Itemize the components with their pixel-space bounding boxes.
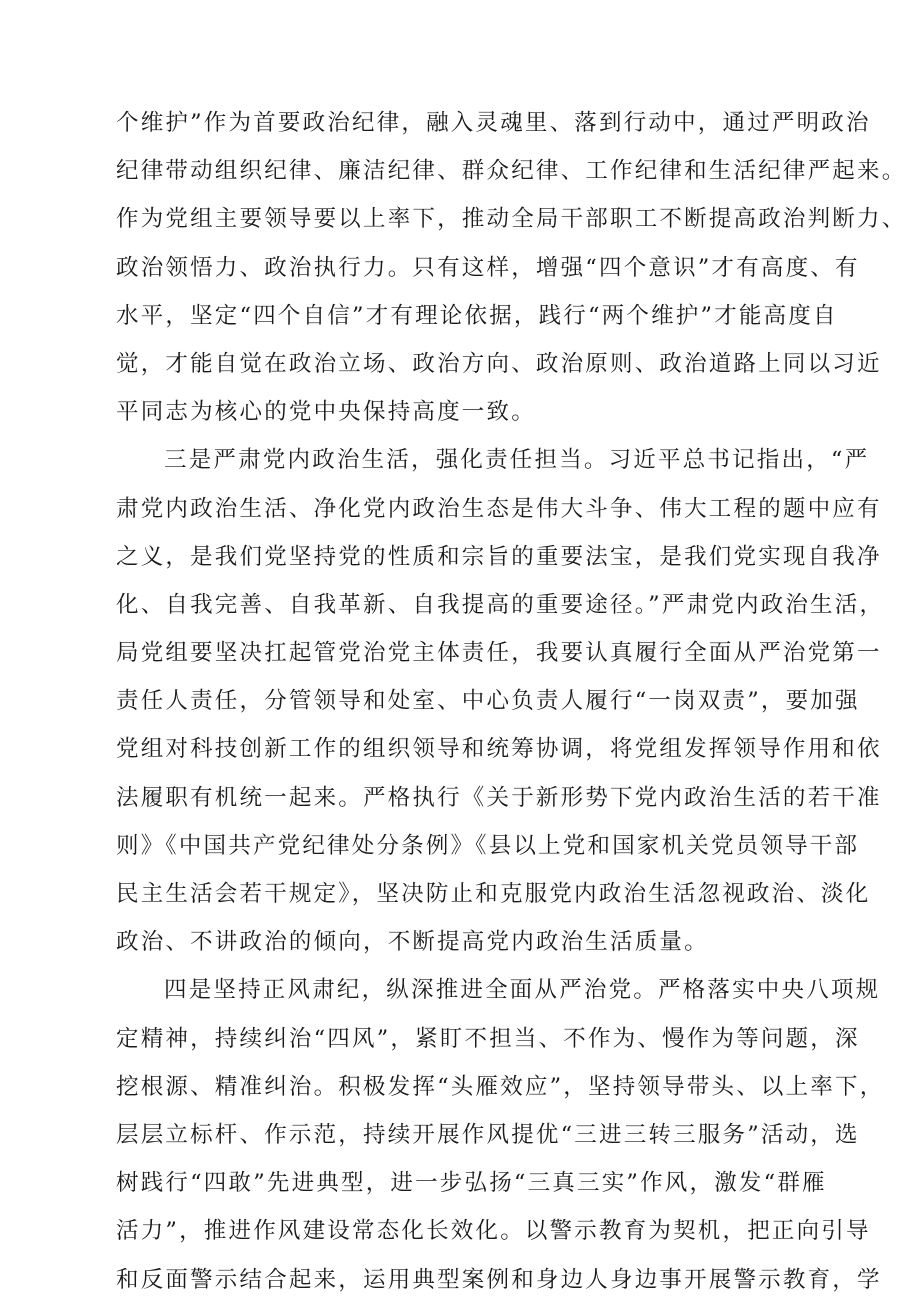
text-line: 和反面警示结合起来，运用典型案例和身边人身边事开展警示教育，学	[116, 1266, 882, 1293]
text-line: 挖根源、精准纠治。积极发挥“头雁效应”，坚持领导带头、以上率下，	[116, 1073, 885, 1100]
text-line: 政治、不讲政治的倾向，不断提高党内政治生活质量。	[116, 929, 709, 956]
text-line: 活力”，推进作风建设常态化长效化。以警示教育为契机，把正向引导	[116, 1218, 871, 1245]
text-line: 则》《中国共产党纪律处分条例》《县以上党和国家机关党员领导干部	[116, 832, 860, 859]
text-line: 党组对科技创新工作的组织领导和统筹协调，将党组发挥领导作用和依	[116, 736, 882, 763]
text-line: 责任人责任，分管领导和处室、中心负责人履行“一岗双责”，要加强	[116, 688, 860, 715]
text-line: 水平，坚定“四个自信”才有理论依据，践行“两个维护”才能高度自	[116, 302, 838, 329]
text-line: 法履职有机统一起来。严格执行《关于新形势下党内政治生活的若干准	[116, 784, 882, 811]
text-line: 定精神，持续纠治“四风”，紧盯不担当、不作为、慢作为等问题，深	[116, 1025, 860, 1052]
text-line: 树践行“四敢”先进典型，进一步弘扬“三真三实”作风，激发“群雁	[116, 1170, 827, 1197]
text-line: 层层立标杆、作示范，持续开展作风提优“三进三转三服务”活动，选	[116, 1121, 860, 1148]
text-line: 局党组要坚决扛起管党治党主体责任，我要认真履行全面从严治党第一	[116, 640, 882, 667]
paragraph-four-first-line: 四是坚持正风肃纪，纵深推进全面从严治党。严格落实中央八项规	[164, 977, 881, 1004]
text-line: 觉，才能自觉在政治立场、政治方向、政治原则、政治道路上同以习近	[116, 350, 882, 377]
text-line: 纪律带动组织纪律、廉洁纪律、群众纪律、工作纪律和生活纪律严起来。	[116, 158, 907, 185]
document-body	[116, 99, 907, 1304]
text-line: 之义，是我们党坚持党的性质和宗旨的重要法宝，是我们党实现自我净	[116, 543, 882, 570]
text-line: 肃党内政治生活、净化党内政治生态是伟大斗争、伟大工程的题中应有	[116, 495, 882, 522]
text-line: 政治领悟力、政治执行力。只有这样，增强“四个意识”才有高度、有	[116, 254, 860, 281]
text-line: 民主生活会若干规定》，坚决防止和克服党内政治生活忽视政治、淡化	[116, 881, 871, 907]
text-line: 作为党组主要领导要以上率下，推动全局干部职工不断提高政治判断力、	[116, 206, 907, 233]
paragraph-three-first-line: 三是严肃党内政治生活，强化责任担当。习近平总书记指出，“严	[164, 447, 870, 474]
text-line: 化、自我完善、自我革新、自我提高的重要途径。”严肃党内政治生活，	[116, 591, 885, 618]
text-line: 个维护”作为首要政治纪律，融入灵魂里、落到行动中，通过严明政治	[116, 110, 871, 136]
text-line: 平同志为核心的党中央保持高度一致。	[116, 399, 536, 426]
